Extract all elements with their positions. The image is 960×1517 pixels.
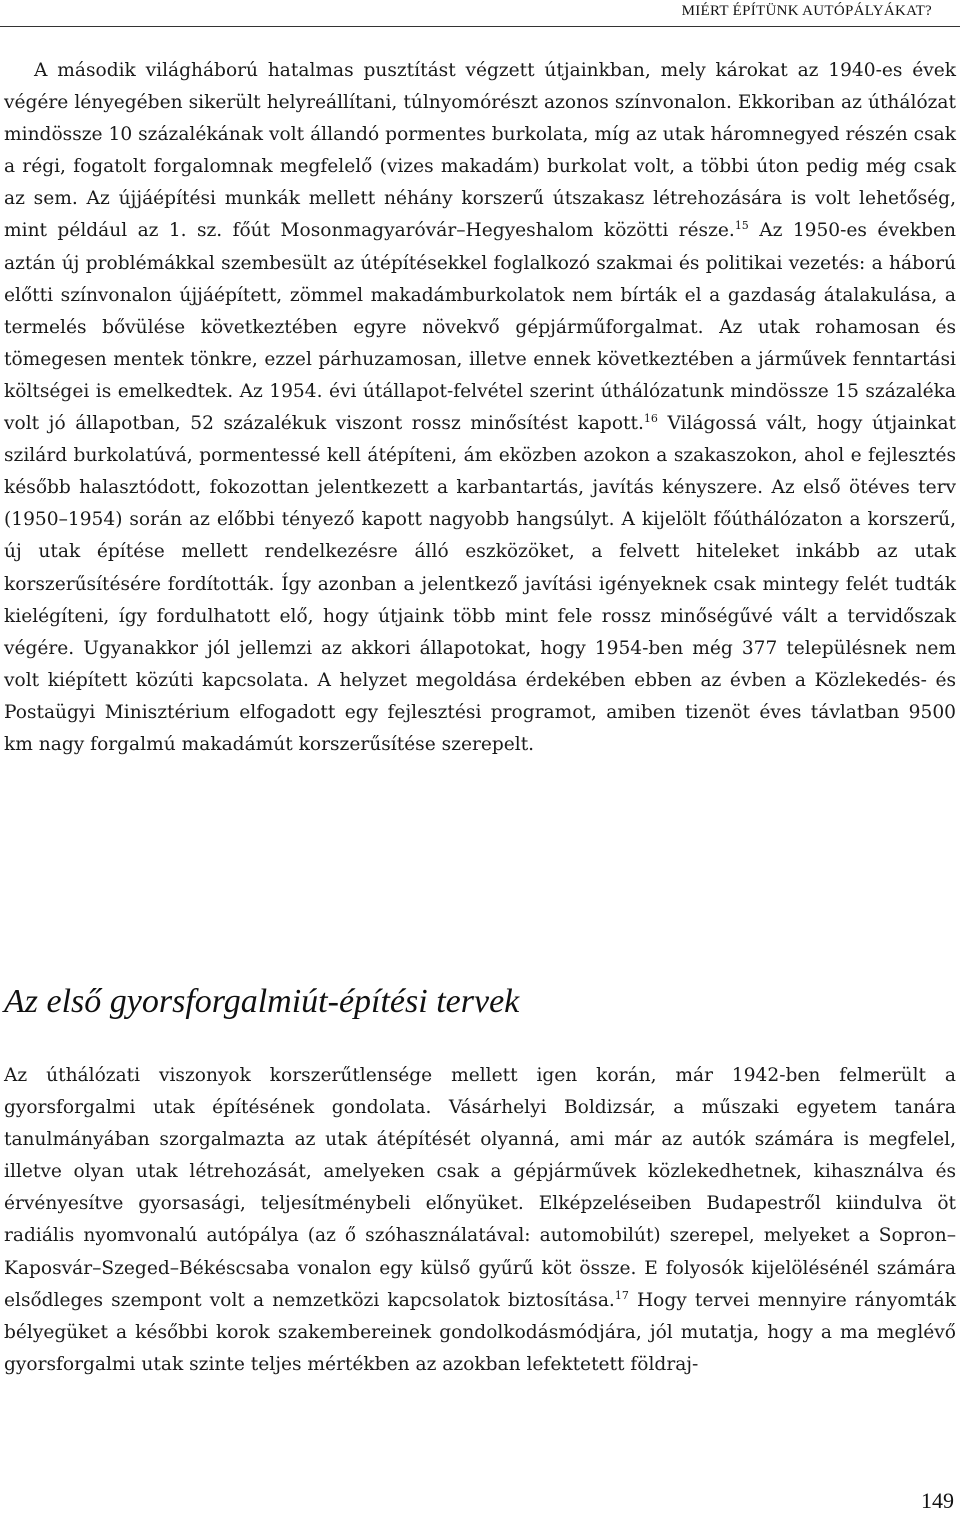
header-rule <box>0 26 960 27</box>
footnote-reference[interactable]: 17 <box>614 1288 629 1302</box>
paragraph-text: A második világháború hatalmas pusztítást végzett útjainkban, mely károkat az 1940-es évek végére lényegében sikerült helyreállítani, túlnyomórészt azonos színvonalon. Ekkoriban az úthálózat mindössze 10 százalékának volt állandó pormentes burkolata, míg az utak háromnegyed részén csak a régi, fogatolt forgalomnak megfelelő (vizes makadám) burkolat volt, a többi úton pedig még csak az sem. Az újjáépítési munkák mellett néhány korszerű útszakasz létrehozására is volt lehetőség, mint például az 1. sz. főút Mosonmagyaróvár–Hegyeshalom közötti része. <box>4 60 956 242</box>
paragraph-text: Az 1950-es években aztán új problémákkal szembesült az útépítésekkel foglalkozó szakmai és politikai vezetés: a háború előtti színvonalon újjáépített, zömmel makadámburkolatok nem bírták el a gazdaság átalakulása, a termelés bővülése következtében egyre növekvő gépjárműforgalmat. Az utak rohamosan és tömegesen mentek tönkre, ezzel párhuzamosan, illetve ennek következtében a járművek fenntartási költségei is emelkedtek. Az 1954. évi útállapot-felvétel szerint úthálózatunk mindössze 15 százaléka volt jó állapotban, 52 százalékuk viszont rossz minősítést kapott. <box>4 220 957 435</box>
running-header: MIÉRT ÉPÍTÜNK AUTÓPÁLYÁKAT? <box>681 3 932 19</box>
body-paragraph-2 <box>4 1060 956 1381</box>
body-paragraph-1 <box>4 55 956 761</box>
section-heading: Az első gyorsforgalmiút-építési tervek <box>4 983 520 1020</box>
footnote-reference[interactable]: 16 <box>643 411 658 425</box>
page-number: 149 <box>921 1488 954 1513</box>
footnote-reference[interactable]: 15 <box>734 219 749 233</box>
paragraph-text: Az úthálózati viszonyok korszerűtlensége mellett igen korán, már 1942-ben felmerült a gyorsforgalmi utak építésének gondolata. Vásárhelyi Boldizsár, a műszaki egyetem tanára tanulmányában szorgalmazta az utak átépítését olyanná, ami már az autók számára is megfelel, illetve olyan utak létrehozását, amelyeken csak a gépjárművek közlekedhetnek, kihasználva és érvényesítve gyorsasági, teljesítménybeli előnyüket. Elképzeléseiben Budapestről kiindulva öt radiális nyomvonalú autópálya (az ő szóhasználatával: automobilút) szerepel, melyeket a Sopron–Kaposvár–Szeged–Békéscsaba vonalon egy külső gyűrű köt össze. E folyosók kijelölésénél számára elsődleges szempont volt a nemzetközi kapcsolatok biztosítása. <box>4 1065 956 1311</box>
paragraph-text: Világossá vált, hogy útjainkat szilárd burkolatúvá, pormentessé kell átépíteni, ám eközben azokon a szakaszokon, ahol e fejlesztés később halasztódott, fokozottan jelentkezett a karbantartás, javítás kényszere. Az első ötéves terv (1950–1954) során az előbbi tényező kapott nagyobb hangsúlyt. A kijelölt főúthálózaton a korszerű, új utak építése mellett rendelkezésre álló eszközöket, a felvett hiteleket inkább az utak korszerűsítésére fordították. Így azonban a jelentkező javítási igényeknek csak mintegy felét tudták kielégíteni, így fordulhatott elő, hogy útjaink több mint fele rossz minőségűvé vált a tervidőszak végére. Ugyanakkor jól jellemzi az akkori állapotokat, hogy 1954-ben még 377 településnek nem volt kiépített közúti kapcsolata. A helyzet megoldása érdekében ebben az évben a Közlekedés- és Postaügyi Minisztérium elfogadott egy fejlesztési programot, amiben tizenöt éves távlatban 9500 km nagy forgalmú makadámút korszerűsítése szerepelt. <box>4 413 957 755</box>
paragraph-text: Hogy tervei mennyire rányomták bélyegüket a későbbi korok szakembereinek gondolkodásmódjára, jól mutatja, hogy a ma meglévő gyorsforgalmi utak szinte teljes mértékben az azokban lefektetett földraj- <box>4 1289 956 1375</box>
